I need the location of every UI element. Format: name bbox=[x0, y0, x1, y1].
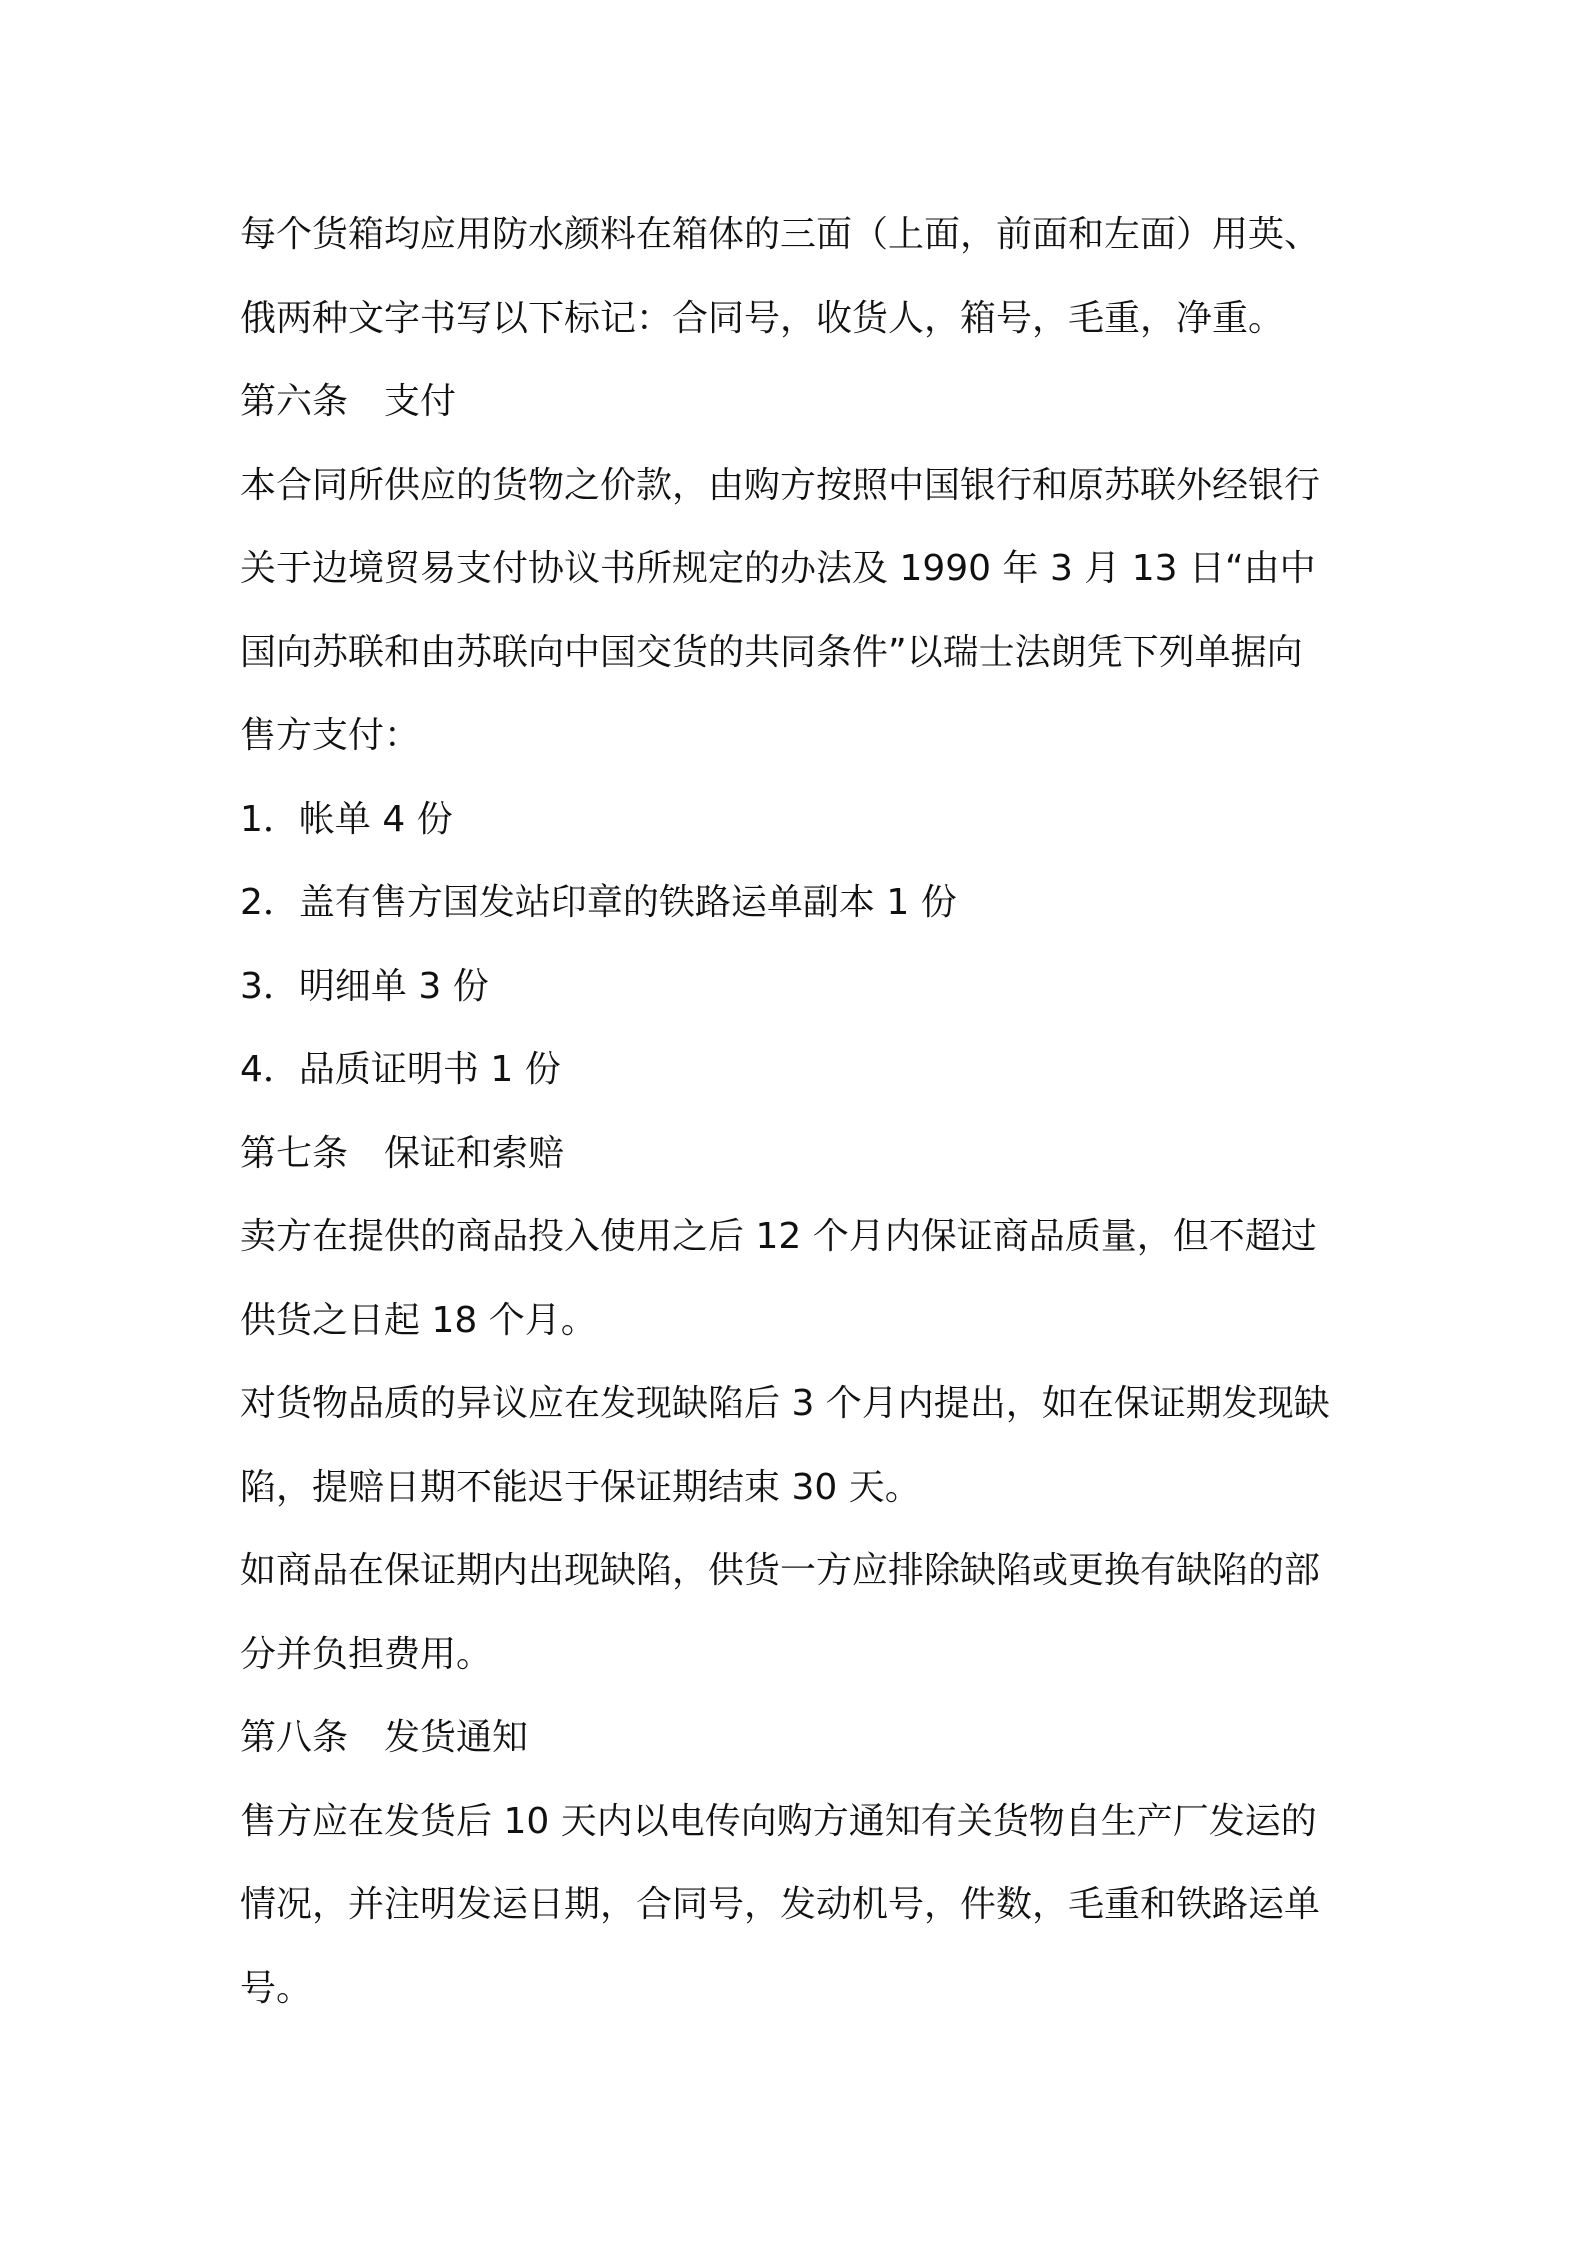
text-line: 供货之日起 18 个月。 bbox=[240, 1299, 597, 1341]
text-line: 号。 bbox=[240, 1967, 313, 2009]
text-line: 俄两种文字书写以下标记：合同号，收货人，箱号，毛重，净重。 bbox=[240, 297, 1285, 339]
document-body bbox=[240, 193, 1360, 2030]
text-line: 售方支付： bbox=[240, 715, 421, 756]
text-line: 国向苏联和由苏联向中国交货的共同条件”以瑞士法朗凭下列单据向 bbox=[240, 631, 1303, 673]
list-item: 4．品质证明书 1 份 bbox=[240, 1049, 561, 1090]
text-line: 卖方在提供的商品投入使用之后 12 个月内保证商品质量，但不超过 bbox=[240, 1216, 1317, 1257]
section-heading: 第六条 支付 bbox=[240, 381, 457, 422]
text-line: 本合同所供应的货物之价款，由购方按照中国银行和原苏联外经银行 bbox=[240, 464, 1321, 506]
text-line: 如商品在保证期内出现缺陷，供货一方应排除缺陷或更换有缺陷的部 bbox=[240, 1550, 1321, 1591]
text-line: 情况，并注明发运日期，合同号，发动机号，件数，毛重和铁路运单 bbox=[240, 1884, 1321, 1925]
list-item: 1．帐单 4 份 bbox=[240, 798, 453, 840]
text-line: 售方应在发货后 10 天内以电传向购方通知有关货物自生产厂发运的 bbox=[240, 1800, 1317, 1842]
text-line: 每个货箱均应用防水颜料在箱体的三面（上面，前面和左面）用英、 bbox=[240, 214, 1321, 255]
section-heading: 第七条 保证和索赔 bbox=[240, 1132, 565, 1174]
text-line: 关于边境贸易支付协议书所规定的办法及 1990 年 3 月 13 日“由中 bbox=[240, 548, 1316, 589]
text-line: 对货物品质的异议应在发现缺陷后 3 个月内提出，如在保证期发现缺 bbox=[240, 1383, 1330, 1424]
list-item: 3．明细单 3 份 bbox=[240, 965, 489, 1007]
text-line: 陷，提赔日期不能迟于保证期结束 30 天。 bbox=[240, 1466, 921, 1508]
section-heading: 第八条 发货通知 bbox=[240, 1717, 529, 1758]
list-item: 2．盖有售方国发站印章的铁路运单副本 1 份 bbox=[240, 882, 957, 923]
text-line: 分并负担费用。 bbox=[240, 1633, 493, 1675]
